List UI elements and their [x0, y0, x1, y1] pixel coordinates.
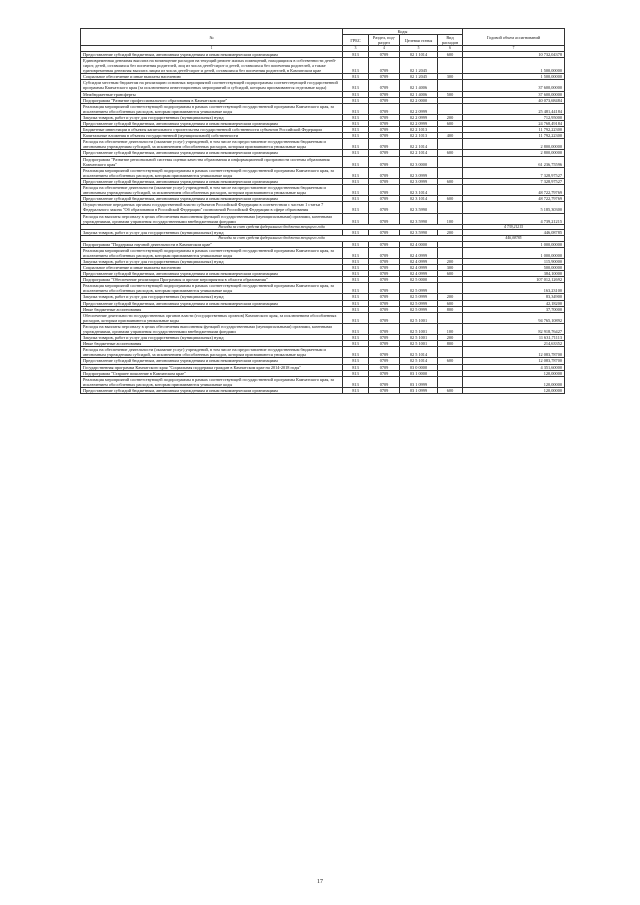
row-celevaya: 02 4 0999	[400, 258, 438, 264]
table-row	[81, 185, 565, 196]
row-amount: 500,00000	[463, 264, 565, 270]
row-grbs: 813	[343, 306, 369, 312]
table-row	[81, 283, 565, 294]
row-razdel: 0709	[369, 185, 400, 196]
row-amount: 7 328,97527	[463, 167, 565, 178]
row-name: Иные бюджетные ассигнования	[81, 341, 343, 347]
row-grbs: 813	[343, 139, 369, 150]
row-razdel: 0709	[369, 312, 400, 323]
row-amount: 37 600,00000	[463, 80, 565, 91]
row-name: Предоставление субсидий бюджетным, автономным учреждениям и иным некоммерческим организациям	[81, 178, 343, 184]
row-celevaya: 02 4 0000	[400, 241, 438, 247]
row-amount: 163,23100	[463, 283, 565, 294]
row-amount: 4 351,60000	[463, 364, 565, 370]
row-celevaya: 02 2 0999	[400, 114, 438, 120]
row-vid	[438, 80, 463, 91]
row-celevaya: 02 4 0999	[400, 271, 438, 277]
header-celevaya: Целевая статья	[400, 35, 438, 46]
table-row	[81, 213, 565, 224]
row-name: Предоставление субсидий бюджетным, автономным учреждениям и иным некоммерческим организациям	[81, 51, 343, 57]
row-amount: 2 800,00000	[463, 139, 565, 150]
row-grbs: 813	[343, 294, 369, 300]
row-grbs: 813	[343, 121, 369, 127]
row-grbs: 813	[343, 300, 369, 306]
row-grbs: 813	[343, 91, 369, 97]
row-vid: 600	[438, 271, 463, 277]
header-number: №	[81, 29, 343, 46]
row-razdel: 0709	[369, 247, 400, 258]
header-grbs: ГРБС	[343, 35, 369, 46]
row-vid: 600	[438, 178, 463, 184]
row-razdel: 0709	[369, 341, 400, 347]
row-vid: 200	[438, 258, 463, 264]
row-razdel: 0709	[369, 271, 400, 277]
row-razdel: 0709	[369, 127, 400, 133]
row-razdel: 0709	[369, 51, 400, 57]
row-name: Реализация мероприятий соответствующей подпрограммы в рамках соответствующей государственной программы Камчатского края, за исключением обособленных расходов, которым присваиваются уникальные коды	[81, 103, 343, 114]
row-name: Закупка товаров, работ и услуг для государственных (муниципальных) нужд	[81, 335, 343, 341]
row-grbs: 813	[343, 277, 369, 283]
header-vid: Вид расходов	[438, 35, 463, 46]
row-name: Закупка товаров, работ и услуг для государственных (муниципальных) нужд	[81, 258, 343, 264]
row-celevaya: 02 1 1014	[400, 51, 438, 57]
row-celevaya: 02 3 5990	[400, 230, 438, 236]
row-amount: 7 328,97527	[463, 178, 565, 184]
row-celevaya: 02 2 0000	[400, 97, 438, 103]
row-grbs: 813	[343, 364, 369, 370]
row-celevaya: 02 3 1014	[400, 185, 438, 196]
row-amount: 1 500,00000	[463, 74, 565, 80]
row-celevaya: 02 2 1014	[400, 150, 438, 156]
table-row	[81, 323, 565, 334]
row-grbs: 813	[343, 247, 369, 258]
row-amount: 10 732,04378	[463, 51, 565, 57]
header-index: 4	[369, 46, 400, 52]
row-celevaya: 02 3 5990	[400, 202, 438, 213]
row-razdel: 0709	[369, 376, 400, 387]
row-grbs: 813	[343, 178, 369, 184]
row-grbs: 813	[343, 127, 369, 133]
row-grbs: 813	[343, 133, 369, 139]
table-body	[81, 51, 565, 393]
row-name: Предоставление субсидий бюджетным, автономным учреждениям и иным некоммерческим организациям	[81, 300, 343, 306]
row-celevaya: 02 3 0999	[400, 167, 438, 178]
row-amount: 25 481,44184	[463, 103, 565, 114]
table-row	[81, 139, 565, 150]
row-amount: 94 765,10892	[463, 312, 565, 323]
row-vid: 600	[438, 300, 463, 306]
row-vid: 400	[438, 133, 463, 139]
row-name: Единовременная денежная выплата на возмещение расходов на текущий ремонт жилых помещений, находящихся в собственности детей-сирот, детей, оставшихся без попечения родителей, лиц из числа детей-сирот и детей, оставшихся без попечения родителей, а также единовременная денежная выплата лицам из числа детей-сирот и детей, оставшихся без попечения родителей, в Камчатском крае	[81, 57, 343, 73]
table-row	[81, 202, 565, 213]
row-grbs: 813	[343, 264, 369, 270]
row-vid	[438, 156, 463, 167]
row-vid	[438, 103, 463, 114]
row-grbs: 813	[343, 341, 369, 347]
row-celevaya: 02 1 2045	[400, 57, 438, 73]
row-razdel: 0709	[369, 258, 400, 264]
table-row	[81, 156, 565, 167]
row-grbs: 813	[343, 347, 369, 358]
row-celevaya: 02 4 0999	[400, 264, 438, 270]
row-name: Расходы на обеспечение деятельности (оказание услуг) учреждений, в том числе на предоставление государственным бюджетным и автономным учреждениям субсидий, за исключением обособленных расходов, которым присваиваются уникальные коды	[81, 139, 343, 150]
row-razdel: 0709	[369, 103, 400, 114]
row-amount: 11 792,22300	[463, 127, 565, 133]
row-amount: 120,00000	[463, 376, 565, 387]
row-razdel: 0709	[369, 300, 400, 306]
row-name: Осуществление переданных органам государственной власти субъектов Российской Федерации в соответствии с частью 1 статьи 7 Федерального закона "Об образовании в Российской Федерации" полномочий Российской Федерации в сфере образования	[81, 202, 343, 213]
row-celevaya: 02 1 2045	[400, 74, 438, 80]
row-amount: 2 800,00000	[463, 150, 565, 156]
row-name: Капитальные вложения в объекты государственной (муниципальной) собственности	[81, 133, 343, 139]
row-razdel: 0709	[369, 57, 400, 73]
row-amount: 37 600,00000	[463, 91, 565, 97]
row-celevaya: 02 1 4006	[400, 91, 438, 97]
row-vid: 100	[438, 323, 463, 334]
row-amount: 1 500,00000	[463, 57, 565, 73]
row-name: Предоставление субсидий бюджетным, автономным учреждениям и иным некоммерческим организациям	[81, 271, 343, 277]
row-amount: 214,63352	[463, 341, 565, 347]
row-name: Государственная программа Камчатского края "Социальная поддержка граждан в Камчатском крае на 2014-2018 годы"	[81, 364, 343, 370]
row-amount: 82 918,76427	[463, 323, 565, 334]
row-celevaya: 02 2 0999	[400, 121, 438, 127]
table-header	[81, 29, 565, 52]
row-grbs: 813	[343, 241, 369, 247]
row-grbs: 813	[343, 150, 369, 156]
row-grbs: 813	[343, 271, 369, 277]
row-razdel: 0709	[369, 74, 400, 80]
row-vid: 100	[438, 213, 463, 224]
row-grbs: 813	[343, 335, 369, 341]
row-razdel: 0709	[369, 196, 400, 202]
row-grbs: 813	[343, 185, 369, 196]
row-amount: 115,90000	[463, 258, 565, 264]
note-text: Расходы за счет средств федерального бюджета текущего года	[81, 224, 463, 229]
row-vid: 600	[438, 51, 463, 57]
row-celevaya: 02 5 0999	[400, 283, 438, 294]
row-amount: 48 722,79769	[463, 196, 565, 202]
row-vid	[438, 167, 463, 178]
row-vid: 300	[438, 74, 463, 80]
header-annual: Годовой объем ассигнований	[463, 29, 565, 46]
row-celevaya: 02 3 0000	[400, 156, 438, 167]
row-vid	[438, 312, 463, 323]
row-razdel: 0709	[369, 167, 400, 178]
row-amount: 1 000,00000	[463, 241, 565, 247]
row-razdel: 0709	[369, 150, 400, 156]
row-celevaya: 02 5 1001	[400, 335, 438, 341]
row-name: Расходы на выплаты персоналу в целях обеспечения выполнения функций государственными (муниципальными) органами, казенными учреждениями, органами управления государственными внебюджетными фондами	[81, 323, 343, 334]
budget-table	[80, 28, 565, 394]
note-text: Расходы за счет средств федерального бюджета текущего года	[81, 236, 463, 241]
row-grbs: 813	[343, 97, 369, 103]
row-razdel: 0709	[369, 139, 400, 150]
row-grbs: 813	[343, 258, 369, 264]
row-razdel: 0709	[369, 80, 400, 91]
header-index: 1	[81, 46, 343, 52]
row-razdel: 0709	[369, 323, 400, 334]
row-name: Предоставление субсидий бюджетным, автономным учреждениям и иным некоммерческим организациям	[81, 150, 343, 156]
row-amount: 712,95000	[463, 114, 565, 120]
row-grbs: 813	[343, 283, 369, 294]
row-razdel: 0709	[369, 213, 400, 224]
row-name: Предоставление субсидий бюджетным, автономным учреждениям и иным некоммерческим организациям	[81, 387, 343, 393]
row-vid: 600	[438, 121, 463, 127]
header-index: 7	[463, 46, 565, 52]
row-vid: 600	[438, 196, 463, 202]
row-amount: 446,08785	[463, 230, 565, 236]
row-celevaya: 02 5 1014	[400, 358, 438, 364]
row-celevaya: 03 1 0999	[400, 376, 438, 387]
row-name: Предоставление субсидий бюджетным, автономным учреждениям и иным некоммерческим организациям	[81, 196, 343, 202]
row-name: Реализация мероприятий соответствующей подпрограммы в рамках соответствующей государственной программы Камчатского края, за исключением обособленных расходов, которым присваиваются уникальные коды	[81, 167, 343, 178]
row-celevaya: 02 5 1001	[400, 323, 438, 334]
row-amount: 384,10000	[463, 271, 565, 277]
row-amount: 5 185,30300	[463, 202, 565, 213]
table-row	[81, 57, 565, 73]
row-razdel: 0709	[369, 264, 400, 270]
row-name: Закупка товаров, работ и услуг для государственных (муниципальных) нужд	[81, 230, 343, 236]
row-amount: 37,70000	[463, 306, 565, 312]
row-amount: 4 739,21215	[463, 213, 565, 224]
row-razdel: 0709	[369, 178, 400, 184]
row-grbs: 813	[343, 167, 369, 178]
row-celevaya: 02 2 1014	[400, 139, 438, 150]
table-row	[81, 387, 565, 393]
row-razdel: 0709	[369, 133, 400, 139]
header-razdel: Раздел, под-раздел	[369, 35, 400, 46]
row-celevaya: 02 3 5990	[400, 213, 438, 224]
row-vid: 800	[438, 306, 463, 312]
row-grbs: 813	[343, 80, 369, 91]
row-amount: 12 083,78700	[463, 358, 565, 364]
row-razdel: 0709	[369, 387, 400, 393]
row-celevaya: 02 2 1013	[400, 127, 438, 133]
row-razdel: 0709	[369, 277, 400, 283]
header-codes: Коды	[343, 29, 463, 35]
row-razdel: 0709	[369, 241, 400, 247]
row-name: Подпрограмма "Развитие региональной системы оценки качества образования и информационной прозрачности системы образования Камчатского края"	[81, 156, 343, 167]
row-celevaya: 02 5 0999	[400, 294, 438, 300]
row-name: Подпрограмма "Обеспечение реализации Программы и прочие мероприятия в области образования"	[81, 277, 343, 283]
note-amount: 446,08785	[463, 236, 565, 241]
row-celevaya: 03 1 0000	[400, 370, 438, 376]
row-name: Расходы на выплаты персоналу в целях обеспечения выполнения функций государственными (муниципальными) органами, казенными учреждениями, органами управления государственными внебюджетными фондами	[81, 213, 343, 224]
header-index: 3	[343, 46, 369, 52]
row-razdel: 0709	[369, 202, 400, 213]
row-razdel: 0709	[369, 91, 400, 97]
row-grbs: 813	[343, 323, 369, 334]
row-vid: 600	[438, 150, 463, 156]
row-razdel: 0709	[369, 364, 400, 370]
table-row	[81, 80, 565, 91]
row-grbs: 813	[343, 230, 369, 236]
table-row	[81, 312, 565, 323]
table-row	[81, 167, 565, 178]
row-amount: 42,18200	[463, 300, 565, 306]
row-razdel: 0709	[369, 121, 400, 127]
row-grbs: 813	[343, 156, 369, 167]
row-razdel: 0709	[369, 294, 400, 300]
row-amount: 120,00000	[463, 370, 565, 376]
table-row	[81, 103, 565, 114]
row-vid: 800	[438, 341, 463, 347]
row-name: Предоставление субсидий бюджетным, автономным учреждениям и иным некоммерческим организациям	[81, 121, 343, 127]
row-amount: 48 722,79769	[463, 185, 565, 196]
row-razdel: 0709	[369, 230, 400, 236]
row-razdel: 0709	[369, 306, 400, 312]
row-razdel: 0709	[369, 347, 400, 358]
row-amount: 11 631,71113	[463, 335, 565, 341]
row-celevaya: 03 0 0000	[400, 364, 438, 370]
row-razdel: 0709	[369, 283, 400, 294]
table-row	[81, 347, 565, 358]
row-razdel: 0709	[369, 335, 400, 341]
row-celevaya: 02 5 1001	[400, 312, 438, 323]
row-amount: 24 768,49184	[463, 121, 565, 127]
row-celevaya: 02 2 1013	[400, 133, 438, 139]
row-vid: 300	[438, 264, 463, 270]
row-razdel: 0709	[369, 97, 400, 103]
row-vid	[438, 247, 463, 258]
row-grbs: 813	[343, 202, 369, 213]
row-grbs: 813	[343, 57, 369, 73]
row-razdel: 0709	[369, 156, 400, 167]
row-name: Предоставление субсидий бюджетным, автономным учреждениям и иным некоммерческим организациям	[81, 358, 343, 364]
row-grbs: 813	[343, 312, 369, 323]
row-vid: 200	[438, 294, 463, 300]
row-grbs: 813	[343, 196, 369, 202]
row-celevaya: 03 1 0999	[400, 387, 438, 393]
row-razdel: 0709	[369, 370, 400, 376]
row-grbs: 813	[343, 358, 369, 364]
row-vid	[438, 347, 463, 358]
row-name: Подпрограмма "Поддержка научной деятельности в Камчатском крае"	[81, 241, 343, 247]
row-grbs: 813	[343, 370, 369, 376]
row-vid: 200	[438, 335, 463, 341]
table-row	[81, 376, 565, 387]
row-name: Межбюджетные трансферты	[81, 91, 343, 97]
row-amount: 83,34900	[463, 294, 565, 300]
row-name: Закупка товаров, работ и услуг для государственных (муниципальных) нужд	[81, 114, 343, 120]
row-name: Социальное обеспечение и иные выплаты населению	[81, 74, 343, 80]
header-index: 6	[438, 46, 463, 52]
row-grbs: 813	[343, 114, 369, 120]
row-vid	[438, 283, 463, 294]
row-grbs: 813	[343, 103, 369, 114]
row-name: Подпрограмма "Старшее поколение в Камчатском крае"	[81, 370, 343, 376]
row-celevaya: 02 5 0999	[400, 306, 438, 312]
row-vid: 500	[438, 91, 463, 97]
row-amount: 61 236,75596	[463, 156, 565, 167]
row-vid: 600	[438, 358, 463, 364]
row-celevaya: 02 3 0999	[400, 178, 438, 184]
page-number: 17	[317, 879, 323, 885]
row-name: Обеспечение деятельности государственных органов власти (государственных органов) Камчатского края, за исключением обособленных расходов, которым присваиваются уникальные коды	[81, 312, 343, 323]
row-vid	[438, 202, 463, 213]
row-razdel: 0709	[369, 358, 400, 364]
row-name: Подпрограмма "Развитие профессионального образования в Камчатском крае"	[81, 97, 343, 103]
row-amount: 12 083,78700	[463, 347, 565, 358]
row-name: Реализация мероприятий соответствующей подпрограммы в рамках соответствующей государственной программы Камчатского края, за исключением обособленных расходов, которым присваиваются уникальные коды	[81, 283, 343, 294]
row-amount: 107 012,12692	[463, 277, 565, 283]
note-amount: 4 739,21215	[463, 224, 565, 229]
row-vid	[438, 139, 463, 150]
row-grbs: 813	[343, 213, 369, 224]
row-celevaya: 02 5 1014	[400, 347, 438, 358]
row-grbs: 813	[343, 387, 369, 393]
header-index: 5	[400, 46, 438, 52]
row-grbs: 813	[343, 376, 369, 387]
row-vid	[438, 376, 463, 387]
row-grbs: 813	[343, 51, 369, 57]
row-grbs: 813	[343, 74, 369, 80]
row-celevaya: 02 1 4006	[400, 80, 438, 91]
row-celevaya: 02 2 0999	[400, 103, 438, 114]
row-celevaya: 02 5 1001	[400, 341, 438, 347]
table-row	[81, 247, 565, 258]
row-name: Реализация мероприятий соответствующей подпрограммы в рамках соответствующей государственной программы Камчатского края, за исключением обособленных расходов, которым присваиваются уникальные коды	[81, 376, 343, 387]
row-vid: 200	[438, 114, 463, 120]
row-amount: 120,00000	[463, 387, 565, 393]
row-vid: 200	[438, 230, 463, 236]
row-name: Иные бюджетные ассигнования	[81, 306, 343, 312]
row-name: Социальное обеспечение и иные выплаты населению	[81, 264, 343, 270]
row-amount: 11 792,22300	[463, 133, 565, 139]
row-name: Расходы на обеспечение деятельности (оказание услуг) учреждений, в том числе на предоставление государственным бюджетным и автономным учреждениям субсидий, за исключением обособленных расходов, которым присваиваются уникальные коды	[81, 347, 343, 358]
row-celevaya: 02 5 0999	[400, 300, 438, 306]
row-amount: 40 073,68484	[463, 97, 565, 103]
row-razdel: 0709	[369, 114, 400, 120]
row-name: Бюджетные инвестиции в объекты капитального строительства государственной собственности субъектов Российской Федерации	[81, 127, 343, 133]
row-name: Расходы на обеспечение деятельности (оказание услуг) учреждений, в том числе на предоставление государственным бюджетным и автономным учреждениям субсидий, за исключением обособленных расходов, которым присваиваются уникальные коды	[81, 185, 343, 196]
row-name: Реализация мероприятий соответствующей подпрограммы в рамках соответствующей государственной программы Камчатского края, за исключением обособленных расходов, которым присваиваются уникальные коды	[81, 247, 343, 258]
row-amount: 1 000,00000	[463, 247, 565, 258]
row-name: Закупка товаров, работ и услуг для государственных (муниципальных) нужд	[81, 294, 343, 300]
row-name: Субсидии местным бюджетам на реализацию основных мероприятий соответствующей подпрограммы соответствующей государственной программы Камчатского края (за исключением инвестиционных мероприятий и субсидий, которым присваиваются отдельные коды)	[81, 80, 343, 91]
row-vid	[438, 185, 463, 196]
row-celevaya: 02 5 0000	[400, 277, 438, 283]
row-celevaya: 02 4 0999	[400, 247, 438, 258]
row-celevaya: 02 3 1014	[400, 196, 438, 202]
row-vid: 600	[438, 387, 463, 393]
row-vid	[438, 57, 463, 73]
